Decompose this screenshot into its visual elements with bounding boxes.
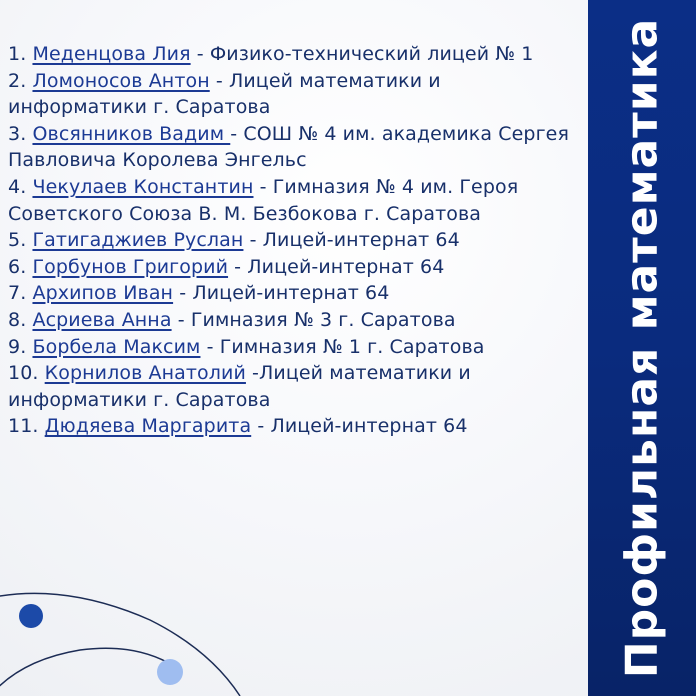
item-number: 6. bbox=[8, 255, 27, 278]
item-number: 11. bbox=[8, 415, 39, 438]
item-number: 3. bbox=[8, 122, 27, 145]
student-name-link[interactable]: Ломоносов Антон bbox=[32, 69, 210, 92]
orbit-dot-light bbox=[157, 659, 183, 685]
school-text: - СОШ № 4 им. академика Сергея Павловича Королева Энгельс bbox=[8, 122, 569, 172]
item-number: 7. bbox=[8, 282, 27, 305]
student-name-link[interactable]: Меденцова Лия bbox=[32, 43, 191, 65]
sidebar-banner bbox=[588, 0, 696, 696]
winners-list bbox=[8, 41, 583, 440]
school-text: - Лицей-интернат 64 bbox=[228, 255, 445, 278]
list-item bbox=[8, 360, 583, 413]
item-number: 1. bbox=[8, 43, 27, 65]
item-number: 4. bbox=[8, 175, 27, 198]
school-text: - Физико-технический лицей № 1 bbox=[190, 43, 534, 65]
school-text: - Лицей-интернат 64 bbox=[243, 229, 460, 252]
orbit-line-inner bbox=[0, 648, 180, 696]
item-number: 2. bbox=[8, 69, 27, 92]
sidebar-title: Профильная математика bbox=[616, 17, 668, 679]
item-number: 8. bbox=[8, 308, 27, 331]
list-item bbox=[8, 280, 583, 307]
student-name-link[interactable]: Гатигаджиев Руслан bbox=[32, 229, 244, 252]
school-text: - Гимназия № 1 г. Саратова bbox=[200, 335, 485, 358]
list-item bbox=[8, 227, 583, 254]
student-name-link[interactable]: Горбунов Григорий bbox=[32, 255, 229, 278]
list-item bbox=[8, 68, 583, 121]
list-item bbox=[8, 307, 583, 334]
list-item bbox=[8, 41, 583, 68]
item-number: 10. bbox=[8, 362, 39, 385]
student-name-link[interactable]: Чекулаев Константин bbox=[32, 175, 254, 198]
list-item bbox=[8, 334, 583, 361]
student-name-link[interactable]: Овсянников Вадим bbox=[32, 122, 231, 145]
student-name-link[interactable]: Дюдяева Маргарита bbox=[44, 415, 252, 438]
item-number: 5. bbox=[8, 229, 27, 252]
school-text: - Лицей-интернат 64 bbox=[251, 415, 468, 438]
item-number: 9. bbox=[8, 335, 27, 358]
list-item bbox=[8, 254, 583, 281]
list-item bbox=[8, 174, 583, 227]
student-name-link[interactable]: Корнилов Анатолий bbox=[44, 362, 246, 385]
student-name-link[interactable]: Архипов Иван bbox=[32, 282, 174, 305]
orbit-dot-dark bbox=[19, 604, 43, 628]
school-text: -Лицей математики и информатики г. Саратова bbox=[8, 362, 471, 411]
student-name-link[interactable]: Борбела Максим bbox=[32, 335, 201, 358]
school-text: - Гимназия № 4 им. Героя Советского Союза В. М. Безбокова г. Саратова bbox=[8, 175, 519, 225]
decorative-orbits bbox=[0, 560, 260, 696]
list-item bbox=[8, 121, 583, 174]
school-text: - Лицей-интернат 64 bbox=[173, 282, 390, 305]
school-text: - Лицей математики и информатики г. Саратова bbox=[8, 69, 441, 119]
school-text: - Гимназия № 3 г. Саратова bbox=[171, 308, 456, 331]
list-item bbox=[8, 413, 583, 440]
student-name-link[interactable]: Асриева Анна bbox=[32, 308, 172, 331]
